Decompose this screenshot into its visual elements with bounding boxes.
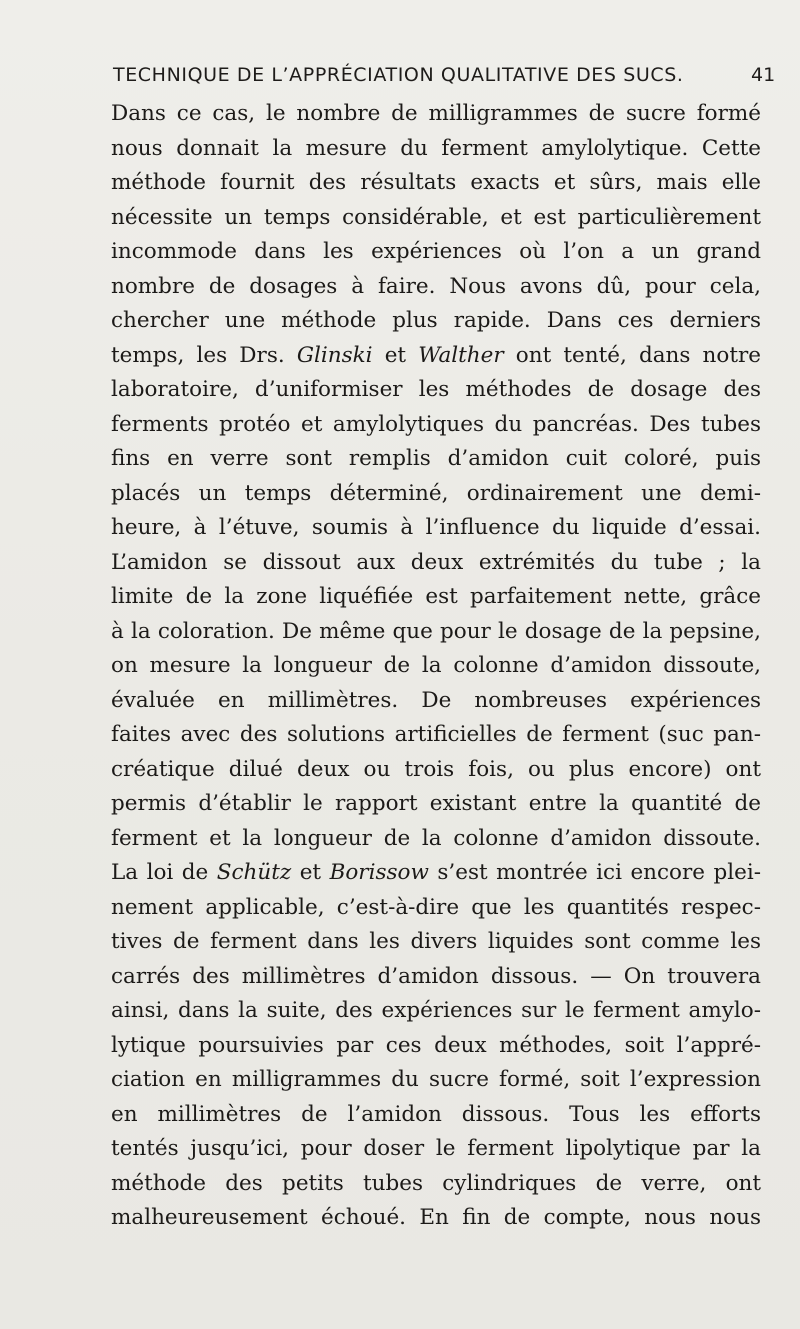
text-line: [111, 787, 761, 822]
text-run: tives de ferment dans les divers liquides sont comme les: [111, 929, 761, 954]
text-line: [111, 1201, 761, 1236]
text-run: ainsi, dans la suite, des expériences sur le ferment amylo-: [111, 998, 761, 1023]
text-run: méthode des petits tubes cylindriques de verre, ont: [111, 1170, 761, 1196]
text-run: fins en verre sont remplis d’amidon cuit coloré, puis: [111, 446, 761, 471]
text-line: [111, 270, 761, 305]
text-run: en millimètres de l’amidon dissous. Tous les efforts: [111, 1101, 761, 1127]
text-line: [111, 753, 761, 788]
italic-author-name: Walther: [418, 342, 504, 368]
text-run: ciation en milligrammes du sucre formé, soit l’expression: [111, 1067, 761, 1092]
text-run: créatique dilué deux ou trois fois, ou plus encore) ont: [111, 756, 761, 782]
text-run: méthode fournit des résultats exacts et sûrs, mais elle: [111, 170, 761, 195]
text-run: on mesure la longueur de la colonne d’amidon dissoute,: [111, 653, 761, 678]
text-line: [111, 373, 761, 408]
text-line: [111, 97, 761, 132]
text-line: [111, 1098, 761, 1133]
text-run: nécessite un temps considérable, et est particulièrement: [111, 204, 761, 230]
text-line: [111, 960, 761, 995]
text-line: [111, 1063, 761, 1098]
text-line: [111, 994, 761, 1029]
text-run: s’est montrée ici encore plei-: [428, 860, 761, 885]
text-line: [111, 1167, 761, 1202]
text-line: [111, 201, 761, 236]
body-paragraph: [111, 97, 761, 1236]
text-run: laboratoire, d’uniformiser les méthodes de dosage des: [111, 377, 761, 402]
text-run: heure, à l’étuve, soumis à l’influence du liquide d’essai.: [111, 515, 761, 540]
text-run: nous donnait la mesure du ferment amylolytique. Cette: [111, 135, 761, 161]
text-run: temps, les Drs.: [111, 342, 297, 368]
text-line: [111, 822, 761, 857]
text-run: et: [291, 860, 330, 885]
text-run: lytique poursuivies par ces deux méthodes, soit l’appré-: [111, 1032, 761, 1058]
text-line: [111, 339, 761, 374]
italic-author-name: Schütz: [216, 860, 292, 885]
text-line: [111, 684, 761, 719]
text-run: ont tenté, dans notre: [503, 342, 761, 368]
text-run: chercher une méthode plus rapide. Dans ces derniers: [111, 308, 761, 333]
text-line: [111, 477, 761, 512]
text-line: [111, 856, 761, 891]
text-run: placés un temps déterminé, ordinairement une demi-: [111, 480, 761, 506]
text-run: tentés jusqu’ici, pour doser le ferment lipolytique par la: [111, 1136, 761, 1161]
text-run: évaluée en millimètres. De nombreuses expériences: [111, 687, 761, 713]
text-run: limite de la zone liquéfiée est parfaitement nette, grâce: [111, 584, 761, 609]
text-line: [111, 235, 761, 270]
text-line: [111, 1132, 761, 1167]
italic-author-name: Borissow: [329, 860, 429, 885]
running-header-title: TECHNIQUE DE L’APPRÉCIATION QUALITATIVE DES SUCS.: [113, 64, 684, 86]
text-line: [111, 304, 761, 339]
text-run: faites avec des solutions artificielles de ferment (suc pan-: [111, 722, 761, 747]
text-line: [111, 649, 761, 684]
text-line: [111, 408, 761, 443]
text-line: [111, 546, 761, 581]
page-number: 41: [751, 64, 776, 86]
text-run: carrés des millimètres d’amidon dissous. — On trouvera: [111, 963, 761, 989]
text-run: L’amidon se dissout aux deux extrémités du tube ; la: [111, 549, 761, 575]
text-line: [111, 511, 761, 546]
text-line: [111, 1029, 761, 1064]
text-line: [111, 718, 761, 753]
text-run: incommode dans les expériences où l’on a un grand: [111, 239, 761, 264]
text-run: et: [372, 342, 419, 368]
text-run: permis d’établir le rapport existant entre la quantité de: [111, 791, 761, 816]
text-line: [111, 925, 761, 960]
text-run: nement applicable, c’est-à-dire que les quantités respec-: [111, 894, 761, 920]
text-run: malheureusement échoué. En fin de compte, nous nous: [111, 1205, 761, 1230]
text-line: [111, 580, 761, 615]
text-run: ferments protéo et amylolytiques du pancréas. Des tubes: [111, 411, 761, 437]
italic-author-name: Glinski: [296, 342, 373, 368]
text-line: [111, 891, 761, 926]
text-run: ferment et la longueur de la colonne d’amidon dissoute.: [111, 825, 761, 851]
text-run: La loi de: [111, 860, 217, 885]
running-header: [0, 64, 800, 94]
text-line: [111, 132, 761, 167]
text-line: [111, 442, 761, 477]
text-run: nombre de dosages à faire. Nous avons dû, pour cela,: [111, 273, 761, 299]
text-line: [111, 615, 761, 650]
text-line: [111, 166, 761, 201]
text-run: Dans ce cas, le nombre de milligrammes de sucre formé: [111, 101, 761, 126]
text-run: à la coloration. De même que pour le dosage de la pepsine,: [111, 618, 761, 644]
